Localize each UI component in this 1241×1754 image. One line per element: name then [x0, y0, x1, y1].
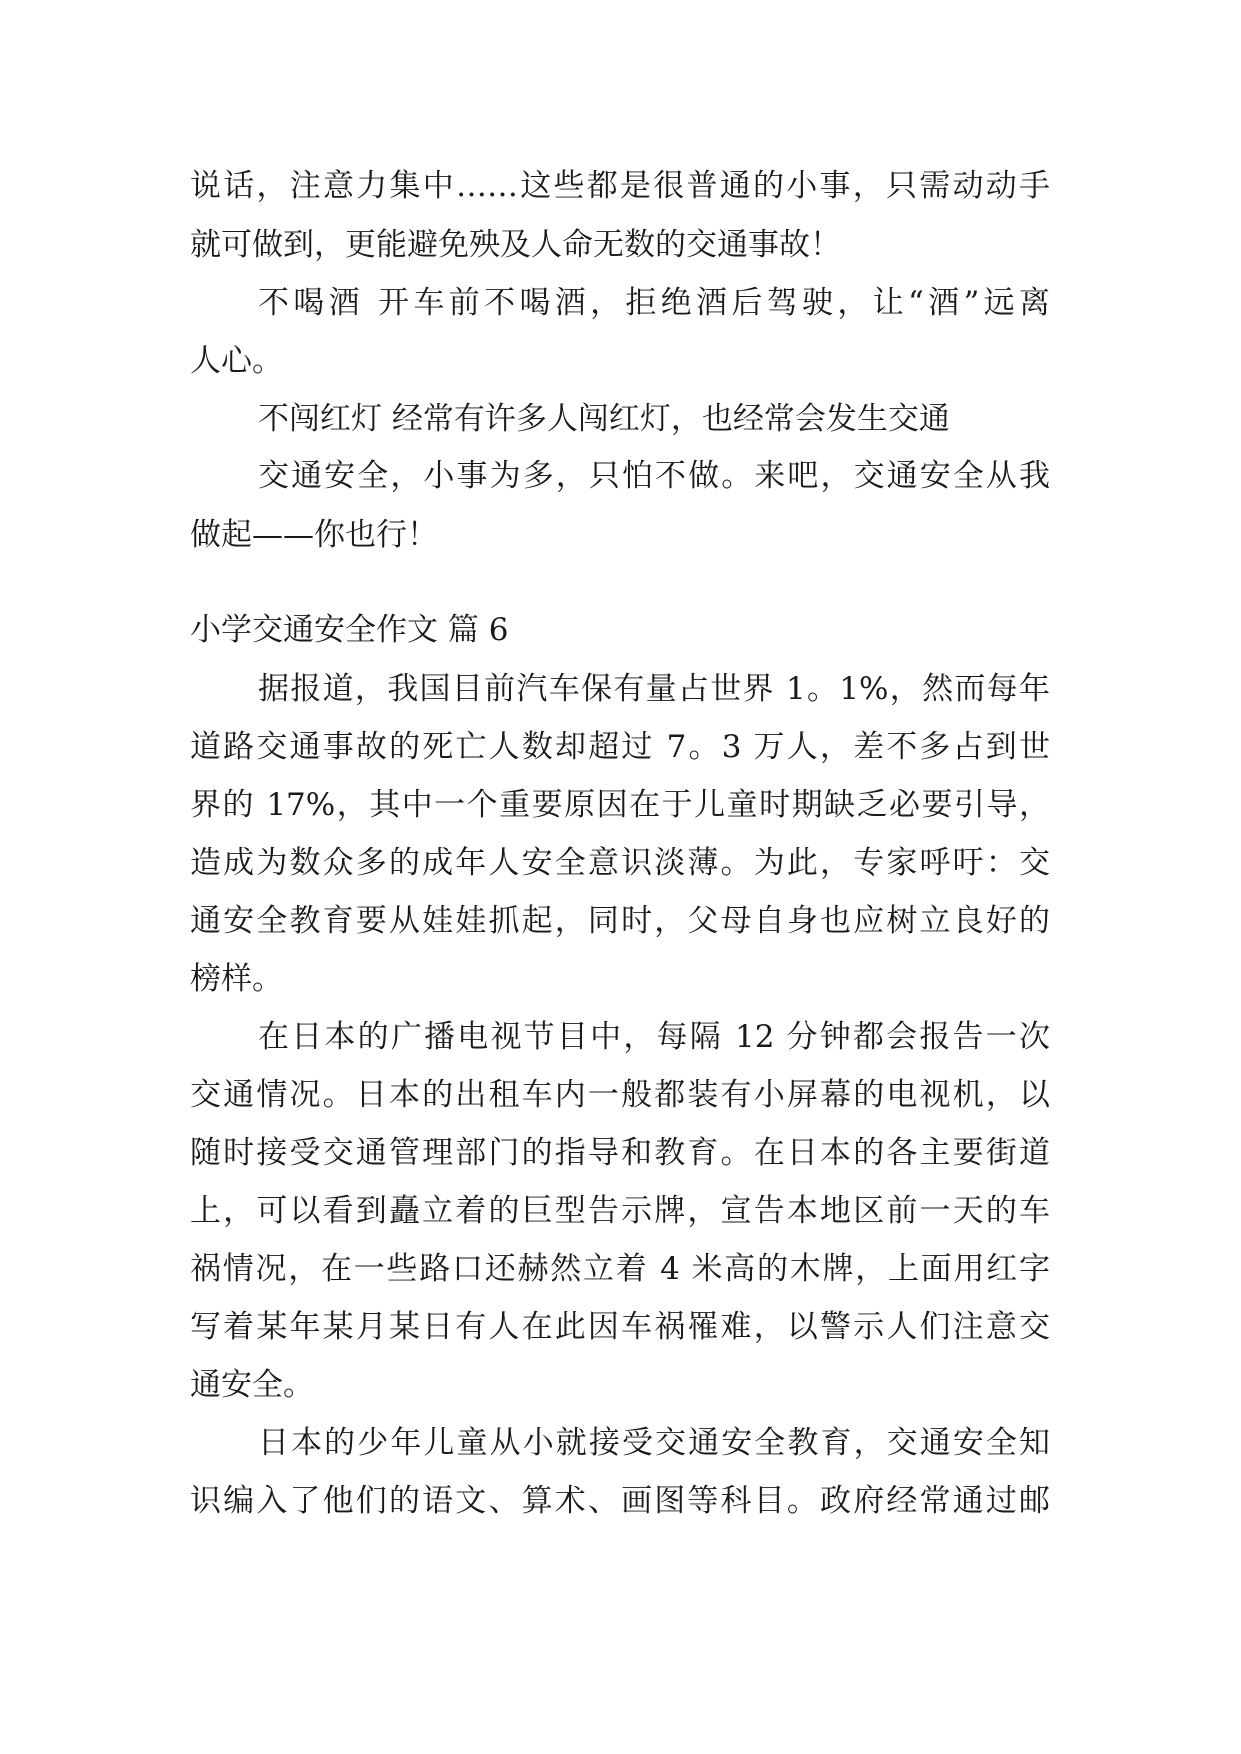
paragraph-line: 榜样。 [190, 961, 283, 997]
section-heading: 小学交通安全作文 篇 6 [190, 612, 509, 648]
paragraph-line: 写着某年某月某日有人在此因车祸罹难，以警示人们注意交 [190, 1309, 1050, 1345]
paragraph-line: 上，可以看到矗立着的巨型告示牌，宣告本地区前一天的车 [190, 1193, 1050, 1229]
paragraph-line: 界的 17%，其中一个重要原因在于儿童时期缺乏必要引导， [190, 787, 1050, 823]
paragraph-line: 不闯红灯 经常有许多人闯红灯，也经常会发生交通 [258, 401, 950, 437]
paragraph-line: 通安全教育要从娃娃抓起，同时，父母自身也应树立良好的 [190, 903, 1050, 939]
paragraph-line: 道路交通事故的死亡人数却超过 7。3 万人，差不多占到世 [190, 729, 1050, 765]
paragraph-line: 祸情况，在一些路口还赫然立着 4 米高的木牌，上面用红字 [190, 1251, 1050, 1287]
paragraph-line: 识编入了他们的语文、算术、画图等科目。政府经常通过邮 [190, 1483, 1050, 1519]
paragraph-line: 交通情况。日本的出租车内一般都装有小屏幕的电视机，以 [190, 1077, 1050, 1113]
paragraph-line: 日本的少年儿童从小就接受交通安全教育，交通安全知 [258, 1425, 1050, 1461]
paragraph-line: 造成为数众多的成年人安全意识淡薄。为此，专家呼吁：交 [190, 845, 1050, 881]
paragraph-line: 随时接受交通管理部门的指导和教育。在日本的各主要街道 [190, 1135, 1050, 1171]
paragraph-line: 人心。 [190, 343, 283, 379]
paragraph-line: 通安全。 [190, 1367, 314, 1403]
paragraph-line: 据报道，我国目前汽车保有量占世界 1。1%，然而每年 [258, 671, 1050, 707]
paragraph-line: 不喝酒 开车前不喝酒，拒绝酒后驾驶，让“酒”远离 [258, 285, 1050, 321]
paragraph-line: 在日本的广播电视节目中，每隔 12 分钟都会报告一次 [258, 1019, 1050, 1055]
paragraph-line: 做起——你也行！ [190, 517, 438, 553]
paragraph-line: 说话，注意力集中……这些都是很普通的小事，只需动动手 [190, 168, 1050, 204]
paragraph-line: 交通安全，小事为多，只怕不做。来吧，交通安全从我 [258, 458, 1050, 494]
paragraph-line: 就可做到，更能避免殃及人命无数的交通事故！ [190, 227, 841, 263]
